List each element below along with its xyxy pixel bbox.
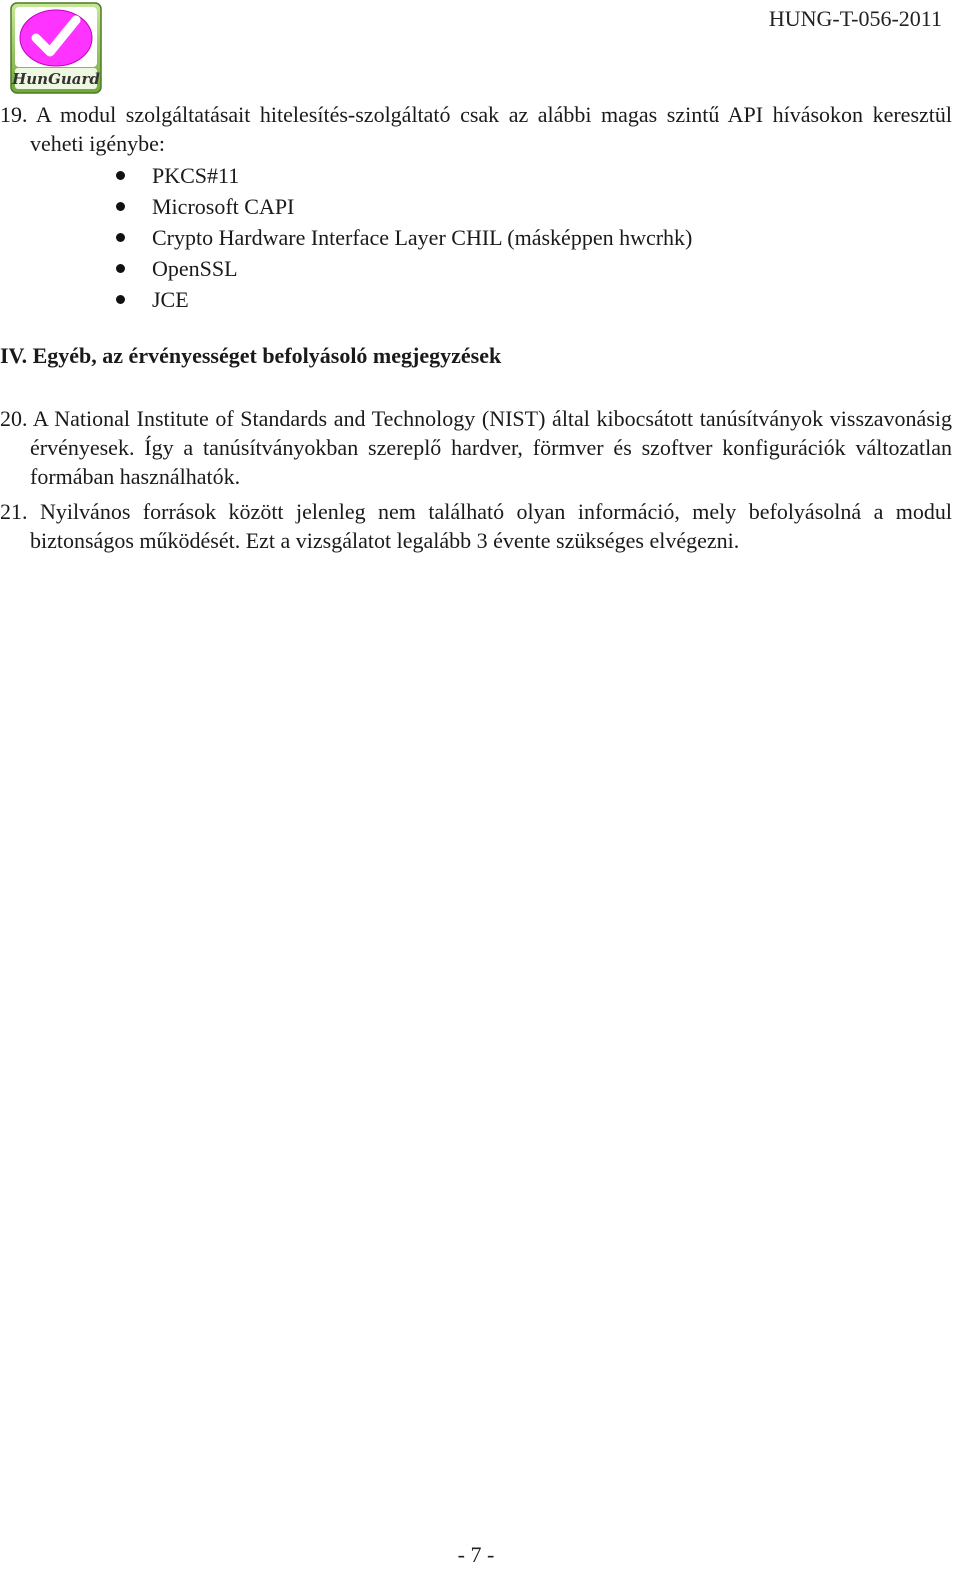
list-item xyxy=(0,191,952,222)
paragraph-21 xyxy=(0,497,952,555)
hunguard-logo-icon xyxy=(10,2,102,94)
paragraph-20 xyxy=(0,404,952,491)
paragraph-text: Nyilvános források között jelenleg nem található olyan információ, mely befolyásolná a modul biztonságos működését. Ezt a vizsgálatot legalább 3 évente szükséges elvégezni. xyxy=(30,499,952,553)
page-number: - 7 - xyxy=(457,1542,495,1567)
list-item xyxy=(0,284,952,315)
section-heading: IV. Egyéb, az érvényességet befolyásoló megjegyzések xyxy=(0,343,502,368)
list-item xyxy=(0,160,952,191)
paragraph-number: 21. xyxy=(0,499,28,524)
list-item-text: Crypto Hardware Interface Layer CHIL (másképpen hwcrhk) xyxy=(152,225,693,250)
paragraph-number: 20. xyxy=(0,406,28,431)
logo-wordmark: HunGuard xyxy=(12,70,100,88)
list-item xyxy=(0,253,952,284)
paragraph-text: A modul szolgáltatásait hitelesítés-szolgáltató csak az alábbi magas szintű API hívásokon keresztül veheti igénybe: xyxy=(30,102,952,156)
page-content xyxy=(0,100,952,555)
list-item-text: Microsoft CAPI xyxy=(152,194,295,219)
api-list xyxy=(0,160,952,315)
hunguard-logo xyxy=(10,2,102,94)
paragraph-number: 19. xyxy=(0,102,28,127)
bullet-icon xyxy=(116,171,125,180)
bullet-icon xyxy=(116,264,125,273)
list-item-text: PKCS#11 xyxy=(152,163,240,188)
paragraph-text: A National Institute of Standards and Technology (NIST) által kibocsátott tanúsítványok visszavonásig érvényesek. Így a tanúsítványokban szereplő hardver, förmver és szoftver konfigurációk változatlan formában használhatók. xyxy=(30,406,952,489)
bullet-icon xyxy=(116,295,125,304)
list-item xyxy=(0,222,952,253)
bullet-icon xyxy=(116,233,125,242)
list-item-text: JCE xyxy=(152,287,189,312)
document-id: HUNG-T-056-2011 xyxy=(768,6,942,31)
list-item-text: OpenSSL xyxy=(152,256,238,281)
paragraph-19 xyxy=(0,100,952,158)
bullet-icon xyxy=(116,202,125,211)
